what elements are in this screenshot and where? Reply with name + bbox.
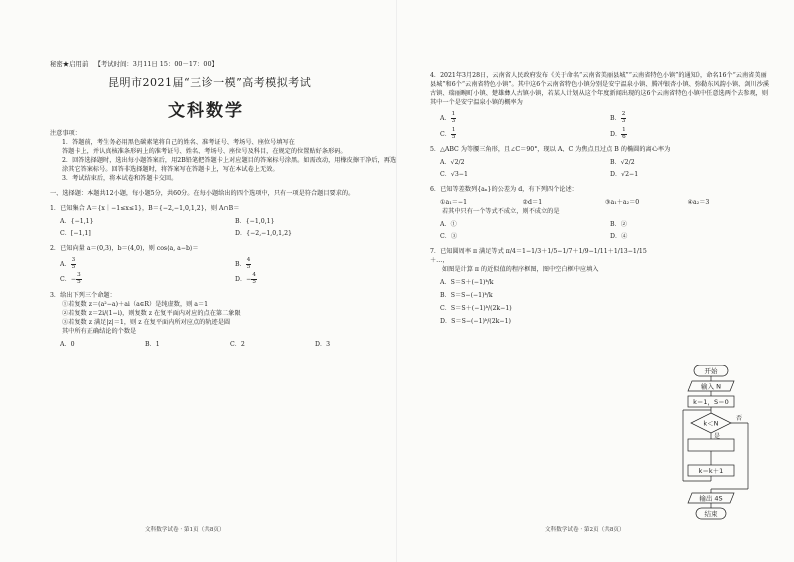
exam-time: 【考试时间：3月11日 15：00－17：00】 [94, 60, 218, 68]
option: A．S＝S＋(−1)ᵏ/k [440, 279, 494, 287]
question-1 [50, 205, 400, 239]
option: D．{−2,−1,0,1,2} [235, 229, 292, 237]
option: A． $\frac{1}{3}$ [440, 110, 456, 124]
left-page [50, 60, 400, 350]
option: A．0 [60, 341, 75, 349]
proposition: ③若复数 z 满足|z|＝1，则 z 在复平面内所对应点的轨迹是圆 [62, 319, 231, 327]
option: C．[−1,1] [60, 229, 91, 237]
right-page [430, 72, 770, 327]
option: D．− $\frac{4}{5}$ [235, 272, 256, 286]
footer-right: 文科数学试卷 · 第2页（共8页） [545, 527, 625, 533]
question-stem: 5．△ABC 为等腰三角形，且∠C＝90°，现以 A、C 为焦点且过点 B 的椭圆的离心率为 [430, 146, 671, 154]
notice-item: 3．考试结束后，将本试卷和答题卡交回。 [62, 174, 178, 182]
flow-init-text: k＝1，S＝0 [693, 398, 729, 406]
statement: ②d＝1 [522, 199, 543, 207]
section-heading: 一、选择题：本题共12小题，每小题5分，共60分。在每小题给出的四个选项中，只有一项是符合题目要求的。 [50, 189, 355, 197]
question-4 [430, 72, 770, 140]
question-6 [430, 186, 770, 242]
option: C．√3−1 [440, 171, 468, 179]
secret-label: 秘密★启用前 [50, 60, 89, 68]
option: B．√2/2 [610, 159, 635, 167]
option: B． $\frac{4}{5}$ [235, 256, 251, 270]
option: C．S＝S＋(−1)ᵏ/(2k−1) [440, 305, 512, 313]
option: D．3 [315, 341, 331, 349]
flow-start-text: 开始 [704, 367, 718, 375]
question-stem: 6．已知等差数列{aₙ}的公差为 d，有下列四个论述： [430, 186, 578, 194]
option: B．S＝S−(−1)ᵏ/k [440, 292, 493, 300]
flow-yes-text: 是 [714, 433, 721, 440]
notice-block [50, 130, 400, 184]
option: A．{−1,1} [60, 217, 94, 225]
option: A．√2/2 [440, 159, 465, 167]
option: D．S＝S−(−1)ᵏ/(2k−1) [440, 318, 511, 326]
statement: ③a₁＋a₂＝0 [605, 199, 640, 207]
question-stem-2: 如图是计算 π 的近似值的程序框图，图中空白框中应填入 [442, 266, 599, 274]
question-stem: 4．2021年3月28日，云南省人民政府发布《关于命名“云南省美丽县城”“云南省特色小镇”的通知》，命名16个“云南省美丽县城”和6个“云南省特色小镇”。其中这6个云南省特色小镇分别是安宁温泉小镇、腾冲银杏小镇、弥勒东风韵小镇、剑川沙溪古镇、瑞丽畹町小镇、楚雄彝人古镇小镇，若某人计划从这个年度新闻出现的这6个云南省特色小镇中任意选两个去参观，则其中一个是安宁温泉小镇的概率为 [430, 72, 770, 106]
question-stem: 7．已知圆周率 π 满足等式 π/4＝1−1/3＋1/5−1/7＋1/9−1/11＋1/13−1/15＋…， [430, 248, 647, 265]
notice-item: 答题卡上，并认真核准条形码上的准考证号、姓名、考场号、座位号及科目，在规定的位置贴好条形码。 [62, 147, 347, 155]
option: C．− $\frac{3}{5}$ [60, 272, 81, 286]
option: A．① [440, 221, 457, 229]
flow-input-text: 输入 N [701, 382, 721, 391]
option: B．1 [145, 341, 160, 349]
flow-increment-text: k＝k＋1 [698, 467, 724, 475]
option: D． $\frac{1}{6}$ [610, 126, 626, 140]
proposition: ②若复数 z＝2i/(1−i)，则复数 z 在复平面内对应的点在第二象限 [62, 310, 241, 318]
option: C． $\frac{1}{5}$ [440, 126, 456, 140]
option: C．2 [230, 341, 245, 349]
proposition: ①若复数 z＝(a²−a)＋ai（a∈R）是纯虚数，则 a＝1 [62, 301, 209, 309]
option: B．② [610, 221, 627, 229]
option: B． $\frac{2}{3}$ [610, 110, 626, 124]
option: A． $\frac{3}{5}$ [60, 256, 76, 270]
option: D．④ [610, 233, 628, 241]
question-5 [430, 146, 770, 180]
question-stem: 1．已知集合 A＝{x｜−1≤x≤1}，B＝{−2,−1,0,1,2}，则 A∩B＝ [50, 204, 240, 212]
option: C．③ [440, 233, 458, 241]
notice-item: 1．答题前，考生务必用黑色碳素笔将自己的姓名、准考证号、考场号、座位号填写在 [62, 138, 295, 146]
question-stem: 3．给出下列三个命题： [50, 292, 116, 300]
question-7 [430, 248, 665, 327]
question-ask: 若其中只有一个等式不成立，则不成立的是 [442, 208, 560, 216]
question-2 [50, 245, 400, 286]
statement: ①a₁＝−1 [440, 199, 468, 207]
flow-blank-box [688, 439, 734, 451]
subject-title: 文科数学 [168, 101, 244, 122]
header-line [50, 60, 400, 69]
footer-left: 文科数学试卷 · 第1页（共8页） [145, 527, 225, 533]
flow-condition-text: k＜N [703, 419, 719, 428]
question-3 [50, 292, 400, 350]
flow-end-text: 结束 [704, 510, 718, 518]
notice-heading: 注意事项： [50, 129, 81, 137]
exam-title: 昆明市2021届“三诊一模”高考模拟考试 [108, 76, 312, 90]
notice-item: 2．回答选择题时，选出每小题答案后，用2B铅笔把答题卡上对应题目的答案标号涂黑。如需改动，用橡皮擦干净后，再选涂其它答案标号。回答非选择题时，将答案写在答题卡上，写在本试卷上无效。 [62, 156, 397, 173]
option: D．√2−1 [610, 171, 639, 179]
statement: ④a₂＝3 [687, 199, 710, 207]
flow-no-text: 否 [736, 415, 743, 422]
option: B．{−1,0,1} [235, 217, 275, 225]
program-flowchart [676, 365, 766, 525]
flow-output-text: 输出 4S [699, 494, 723, 503]
question-ask: 其中所有正确结论的个数是 [62, 328, 137, 336]
question-stem: 2．已知向量 a＝(0,3)，b＝(4,0)，则 cos⟨a, a−b⟩＝ [50, 244, 199, 252]
